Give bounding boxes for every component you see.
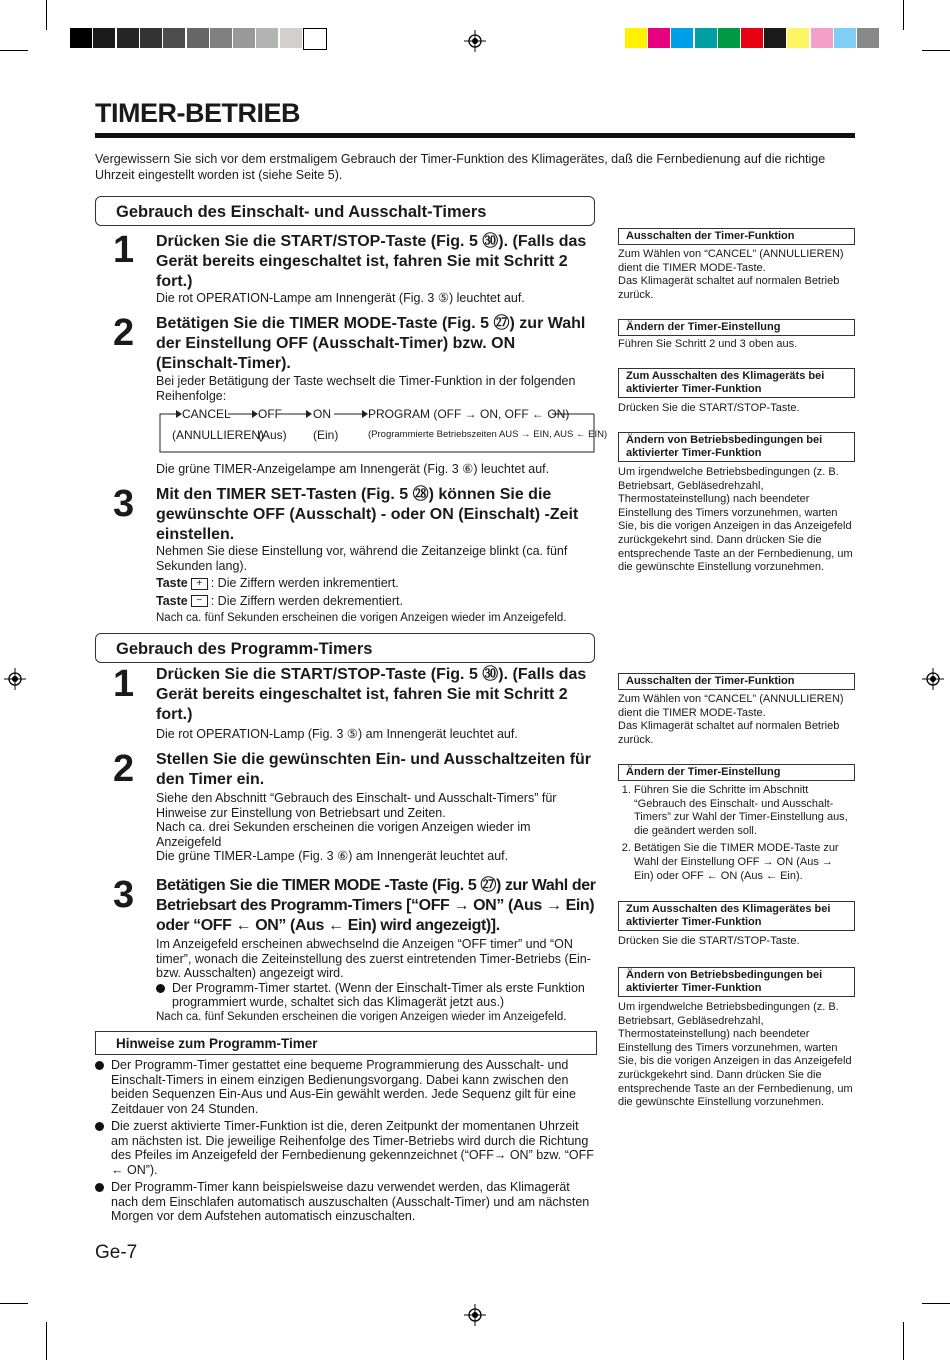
step-body: Die rot OPERATION-Lampe am Innengerät (Fig. 3 ⑤) leuchtet auf.	[156, 291, 525, 305]
step-text: Nach ca. drei Sekunden erscheinen die vorigen Anzeigen wieder im Anzeigefeld	[156, 820, 531, 849]
sequence-program-de: (Programmierte Betriebszeiten AUS → EIN, AUS ← EIN)	[368, 429, 608, 440]
color-swatch	[741, 28, 763, 48]
minus-key-icon: −	[191, 595, 208, 607]
step-heading: Drücken Sie die START/STOP-Taste (Fig. 5 ㉚). (Falls das Gerät bereits eingeschaltet ist, fahren Sie mit Schritt 2 fort.)	[156, 666, 587, 723]
title-rule	[95, 133, 855, 138]
color-swatch	[117, 28, 139, 48]
side-note-heading: Ausschalten der Timer-Funktion	[618, 228, 855, 245]
notes-heading: Hinweise zum Programm-Timer	[95, 1031, 597, 1055]
step-number: 2	[113, 312, 135, 354]
side-note-text: Drücken Sie die START/STOP-Taste.	[618, 935, 800, 947]
step-bullet: Der Programm-Timer startet. (Wenn der Einschalt-Timer als erste Funktion programmiert wurde, schaltet sich das Klimagerät jetzt aus.)	[156, 981, 598, 1010]
section-heading-program-timer: Gebrauch des Programm-Timers	[95, 633, 595, 663]
taste-label: Taste	[156, 593, 188, 608]
color-swatch	[210, 28, 232, 48]
registration-mark-icon	[464, 1304, 486, 1326]
step-body: Bei jeder Betätigung der Taste wechselt die Timer-Funktion in der folgenden Reihenfolge:	[156, 374, 576, 403]
color-swatch	[787, 28, 809, 48]
step-heading: Betätigen Sie die TIMER MODE -Taste (Fig. 5 ㉗) zur Wahl der Betriebsart des Programm-Timers [“OFF → ON” (Aus → Ein) oder “OFF ← ON” (Aus ← Ein) wird angezeigt)].	[156, 877, 596, 934]
side-note-heading: Ausschalten der Timer-Funktion	[618, 673, 855, 690]
step-heading: Betätigen Sie die TIMER MODE-Taste (Fig. 5 ㉗) zur Wahl der Einstellung OFF (Ausschalt-Timer) bzw. ON (Einschalt-Timer).	[156, 315, 586, 372]
notes-item: Die zuerst aktivierte Timer-Funktion ist die, deren Zeitpunkt der momentanen Uhrzeit am nächsten ist. Die jeweilige Reihenfolge des Timer-Betriebs wird durch die Richtung des Pfeiles im Anzeigefeld der Fernbedienung gekennzeichnet (“OFF→ ON” bzw. “OFF ← ON”).	[95, 1119, 597, 1177]
step-body	[156, 791, 598, 864]
side-note-text: Führen Sie Schritt 2 und 3 oben aus.	[618, 338, 798, 350]
side-note-list-item: 1. Führen Sie die Schritte im Abschnitt “Gebrauch des Einschalt- und Ausschalt-Timers” zur Wahl der Timer-Einstellung aus, die geändert werden soll.	[634, 784, 855, 838]
step-note: Nach ca. fünf Sekunden erscheinen die vorigen Anzeigen wieder im Anzeigefeld.	[156, 612, 567, 624]
step-number: 3	[113, 874, 135, 916]
side-note-heading: Ändern von Betriebsbedingungen bei aktivierter Timer-Funktion	[618, 432, 855, 462]
side-note-text: Zum Wählen von “CANCEL” (ANNULLIEREN) dient die TIMER MODE-Taste.	[618, 693, 844, 719]
side-note-list-item: 2. Betätigen Sie die TIMER MODE-Taste zur Wahl der Einstellung OFF → ON (Aus → Ein) oder OFF ← ON (Aus ← Ein).	[634, 842, 855, 883]
notes-item: Der Programm-Timer gestattet eine bequeme Programmierung des Ausschalt- und Einschalt-Timers in einem einzigen Bedienungsvorgang. Dabei kann zwischen den beiden Sequenzen Ein-Aus und Aus-Ein gewählt werden. Jede Sequenz gilt für eine Zeitdauer von 24 Stunden.	[95, 1058, 597, 1116]
color-swatch	[233, 28, 255, 48]
sequence-cancel: CANCEL	[182, 407, 231, 421]
notes-item: Der Programm-Timer kann beispielsweise dazu verwendet werden, das Klimagerät nach dem Einschlafen automatisch auszuschalten (Ausschalt-Timer) und am nächsten Morgen vor dem Aufstehen automatisch einzuschalten.	[95, 1180, 597, 1224]
side-note-heading: Zum Ausschalten des Klimagerätes bei aktivierter Timer-Funktion	[618, 901, 855, 931]
side-note-heading: Ändern der Timer-Einstellung	[618, 764, 855, 781]
step-heading: Mit den TIMER SET-Tasten (Fig. 5 ㉘) können Sie die gewünschte OFF (Ausschalt) - oder ON (Einschalt) -Zeit einstellen.	[156, 486, 579, 543]
step-number: 3	[113, 483, 135, 525]
taste-label: Taste	[156, 576, 188, 590]
side-note-text: Um irgendwelche Betriebsbedingungen (z. B. Betriebsart, Gebläsedrehzahl, Thermostateinstellung) nach beendeter Einstellung des Timers vorzunehmen, warten Sie, bis die vorigen Anzeigen in das Anzeigefeld zurückgekehrt sind. Dann drücken Sie die entsprechende Taste an der Fernbedienung, um die gewünschte Einstellung vorzunehmen.	[618, 466, 853, 574]
registration-mark-icon	[464, 30, 486, 52]
minus-key-text: : Die Ziffern werden dekrementiert.	[210, 593, 403, 608]
sequence-cancel-de: (ANNULLIEREN)	[172, 428, 265, 442]
color-swatch	[695, 28, 717, 48]
color-swatch	[764, 28, 786, 48]
registration-mark-icon	[922, 668, 944, 690]
plus-key-text: : Die Ziffern werden inkrementiert.	[210, 576, 399, 590]
notes-list	[95, 1058, 597, 1227]
color-swatch	[280, 28, 302, 48]
step-heading: Stellen Sie die gewünschten Ein- und Ausschaltzeiten für den Timer ein.	[156, 751, 592, 788]
color-swatch	[256, 28, 278, 48]
sequence-on: ON	[313, 407, 331, 421]
step-number: 1	[113, 663, 135, 705]
side-note-body	[618, 693, 855, 747]
registration-mark-icon	[4, 668, 26, 690]
color-swatch	[187, 28, 209, 48]
color-swatch	[303, 28, 327, 50]
page-number: Ge-7	[95, 1242, 138, 1263]
side-note-body	[618, 248, 855, 302]
timer-mode-sequence-diagram	[156, 406, 608, 454]
side-note-list	[618, 784, 855, 887]
step-body	[156, 544, 598, 626]
color-swatch	[93, 28, 115, 48]
sequence-off: OFF	[258, 407, 282, 421]
sequence-off-de: (Aus)	[258, 428, 287, 442]
color-swatch	[625, 28, 647, 48]
step-text: Siehe den Abschnitt “Gebrauch des Einschalt- und Ausschalt-Timers” für Hinweise zur Einstellung von Betriebsart und Zeiten.	[156, 791, 557, 820]
side-note-heading: Ändern von Betriebsbedingungen bei aktivierter Timer-Funktion	[618, 967, 855, 997]
step-text: Nehmen Sie diese Einstellung vor, während die Zeitanzeige blinkt (ca. fünf Sekunden lang).	[156, 544, 568, 573]
side-note-text: Um irgendwelche Betriebsbedingungen (z. B. Betriebsart, Gebläsedrehzahl, Thermostateinstellung) nach beendeter Einstellung des Timers vorzunehmen, warten Sie, bis die vorigen Anzeigen in das Anzeigefeld zurückgekehrt sind. Dann drücken Sie die entsprechende Taste an der Fernbedienung, um die gewünschte Einstellung vorzunehmen.	[618, 1001, 853, 1109]
plus-key-icon: +	[191, 578, 208, 590]
color-swatch	[718, 28, 740, 48]
step-body	[156, 937, 598, 1024]
color-swatch	[671, 28, 693, 48]
color-swatch	[140, 28, 162, 48]
color-swatch	[834, 28, 856, 48]
side-note-heading: Zum Ausschalten des Klimageräts bei aktivierter Timer-Funktion	[618, 368, 855, 398]
step-text: Im Anzeigefeld erscheinen abwechselnd die Anzeigen “OFF timer” und “ON timer”, wonach die Zeiteinstellung des zuerst eintretenden Timer-Betriebs (Ein- bzw. Ausschalten) angezeigt wird.	[156, 937, 591, 980]
step-number: 1	[113, 229, 135, 271]
side-note-text: Das Klimagerät schaltet auf normalen Betrieb zurück.	[618, 275, 840, 301]
step-text: Die grüne TIMER-Lampe (Fig. 3 ⑥) am Innengerät leuchtet auf.	[156, 849, 509, 863]
page-title: TIMER-BETRIEB	[95, 98, 300, 128]
color-swatch	[857, 28, 879, 48]
step-body: Die grüne TIMER-Anzeigelampe am Innengerät (Fig. 3 ⑥) leuchtet auf.	[156, 462, 550, 476]
side-note-text: Das Klimagerät schaltet auf normalen Betrieb zurück.	[618, 720, 840, 746]
sequence-on-de: (Ein)	[313, 428, 339, 442]
section-heading-on-off-timer: Gebrauch des Einschalt- und Ausschalt-Timers	[95, 196, 595, 226]
step-number: 2	[113, 748, 135, 790]
side-note-text: Zum Wählen von “CANCEL” (ANNULLIEREN) dient die TIMER MODE-Taste.	[618, 248, 844, 274]
sequence-program: PROGRAM (OFF → ON, OFF ← ON)	[368, 407, 570, 421]
side-note-text: Drücken Sie die START/STOP-Taste.	[618, 402, 800, 414]
side-note-heading: Ändern der Timer-Einstellung	[618, 319, 855, 336]
color-swatch	[163, 28, 185, 48]
step-body: Die rot OPERATION-Lamp (Fig. 3 ⑤) am Innengerät leuchtet auf.	[156, 727, 518, 741]
step-note: Nach ca. fünf Sekunden erscheinen die vorigen Anzeigen wieder im Anzeigefeld.	[156, 1010, 567, 1023]
color-swatch	[648, 28, 670, 48]
step-heading: Drücken Sie die START/STOP-Taste (Fig. 5 ㉚). (Falls das Gerät bereits eingeschaltet ist, fahren Sie mit Schritt 2 fort.)	[156, 233, 587, 290]
color-swatch	[70, 28, 92, 48]
intro-text: Vergewissern Sie sich vor dem erstmaligem Gebrauch der Timer-Funktion des Klimagerätes, daß die Fernbedienung auf die richtige Uhrzeit eingestellt worden ist (siehe Seite 5).	[95, 152, 826, 182]
color-swatch	[811, 28, 833, 48]
